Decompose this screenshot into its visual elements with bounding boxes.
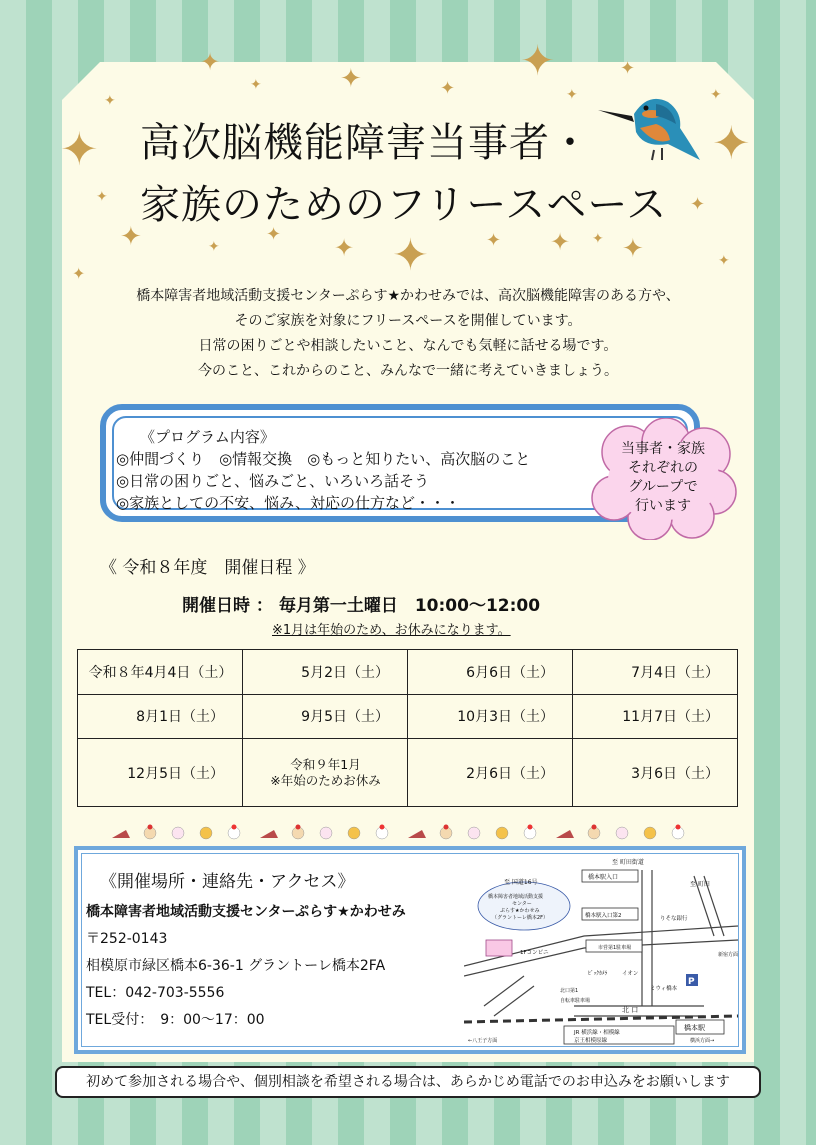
schedule-table xyxy=(77,649,738,807)
table-cell-closed: 令和９年1月 ※年始のためお休み xyxy=(243,739,408,807)
table-row xyxy=(78,694,738,739)
map-label: 新宿方面 xyxy=(718,952,738,958)
table-row xyxy=(78,650,738,695)
address: 相模原市緑区橋本6-36-1 グラントーレ橋本2FA xyxy=(86,958,386,974)
map-label: 北 口 xyxy=(622,1006,639,1014)
table-cell: 7月4日（土） xyxy=(573,650,738,695)
table-cell: 6月6日（土） xyxy=(408,650,573,695)
map-label: 京王相模原線 xyxy=(574,1038,608,1044)
intro-text: 橋本障害者地域活動支援センターぷらす★かわせみでは、高次脳機能障害のある方や、 そのご家族を対象にフリースペースを開催しています。 日常の困りごとや相談したいこと、なんでも気軽に話せる場です。 今のこと、これからのこと、みんなで一緒に考えていきましょう。 xyxy=(136,288,680,379)
map-label: JR 横浜線・相模線 xyxy=(574,1030,620,1036)
map-label: 橋本障害者地域活動支援 xyxy=(488,894,544,900)
table-cell: 5月2日（土） xyxy=(243,650,408,695)
schedule-title: 《 令和８年度 開催日程 》 xyxy=(100,558,315,578)
table-cell: 10月3日（土） xyxy=(408,694,573,739)
map-label: 自転車駐車場 xyxy=(560,998,591,1004)
map-label: ﾋﾞｯｸｶﾒﾗ xyxy=(588,971,608,977)
map-label: 橋本駅入口第2 xyxy=(585,913,622,919)
table-cell: 9月5日（土） xyxy=(243,694,408,739)
map-label: センター xyxy=(512,901,532,907)
table-row xyxy=(78,739,738,807)
map-label: イオン xyxy=(622,971,639,977)
page-title: 高次脳機能障害当事者・ 家族のためのフリースペース xyxy=(140,120,668,228)
map-label: 北口第1 xyxy=(560,988,579,994)
notice-banner: 初めて参加される場合や、個別相談を希望される場合は、あらかじめ電話でのお申込みをお願いします xyxy=(55,1066,761,1098)
map-label: ミウィ橋本 xyxy=(650,986,678,992)
program-list: 《プログラム内容》 ◎仲間づくり ◎情報交換 ◎もっと知りたい、高次脳のこと ◎日常の困りごと、悩みごと、いろいろ話そう ◎家族としての不安、悩み、対応の仕方など・・・ xyxy=(116,428,531,512)
map-parking-label: P xyxy=(688,977,695,987)
map-label: 至 町田街道 xyxy=(612,859,644,866)
map-label: 1Fコンビニ xyxy=(520,950,549,956)
map-label: 横浜方面→ xyxy=(690,1038,715,1044)
map-label: 橋本駅 xyxy=(684,1024,705,1032)
table-cell: 12月5日（土） xyxy=(78,739,243,807)
map-label: 至 町田 xyxy=(690,881,710,888)
schedule-note: ※1月は年始のため、お休みになります。 xyxy=(272,623,511,638)
map-label: 市営第1駐車場 xyxy=(598,945,632,951)
sweets-decoration-icon xyxy=(110,822,710,840)
phone-hours: TEL受付： 9：00～17：00 xyxy=(86,1012,265,1028)
map-label: ←八王子方面 xyxy=(468,1038,498,1044)
map-label: 橋本駅入口 xyxy=(588,874,619,881)
postal-code: 〒252-0143 xyxy=(86,931,168,947)
map-label: 至 国道16号 xyxy=(504,879,538,886)
table-cell: 3月6日（土） xyxy=(573,739,738,807)
center-name: 橋本障害者地域活動支援センターぷらす★かわせみ xyxy=(86,904,406,920)
table-cell: 令和８年4月4日（土） xyxy=(78,650,243,695)
schedule-time: 開催日時 ： 毎月第一土曜日 10:00～12:00 xyxy=(182,596,541,616)
cloud-text: 当事者・家族 それぞれの グループで 行います xyxy=(621,441,705,514)
table-cell: 11月7日（土） xyxy=(573,694,738,739)
map-label: ぷらす★かわせみ xyxy=(500,908,540,914)
access-map xyxy=(464,856,738,1046)
map-label: りそな銀行 xyxy=(660,916,688,922)
phone-number: TEL：042-703-5556 xyxy=(86,985,225,1001)
access-title: 《開催場所・連絡先・アクセス》 xyxy=(100,872,355,892)
table-cell: 8月1日（土） xyxy=(78,694,243,739)
map-label: （グラントーレ橋本2F） xyxy=(492,915,548,921)
table-cell: 2月6日（土） xyxy=(408,739,573,807)
